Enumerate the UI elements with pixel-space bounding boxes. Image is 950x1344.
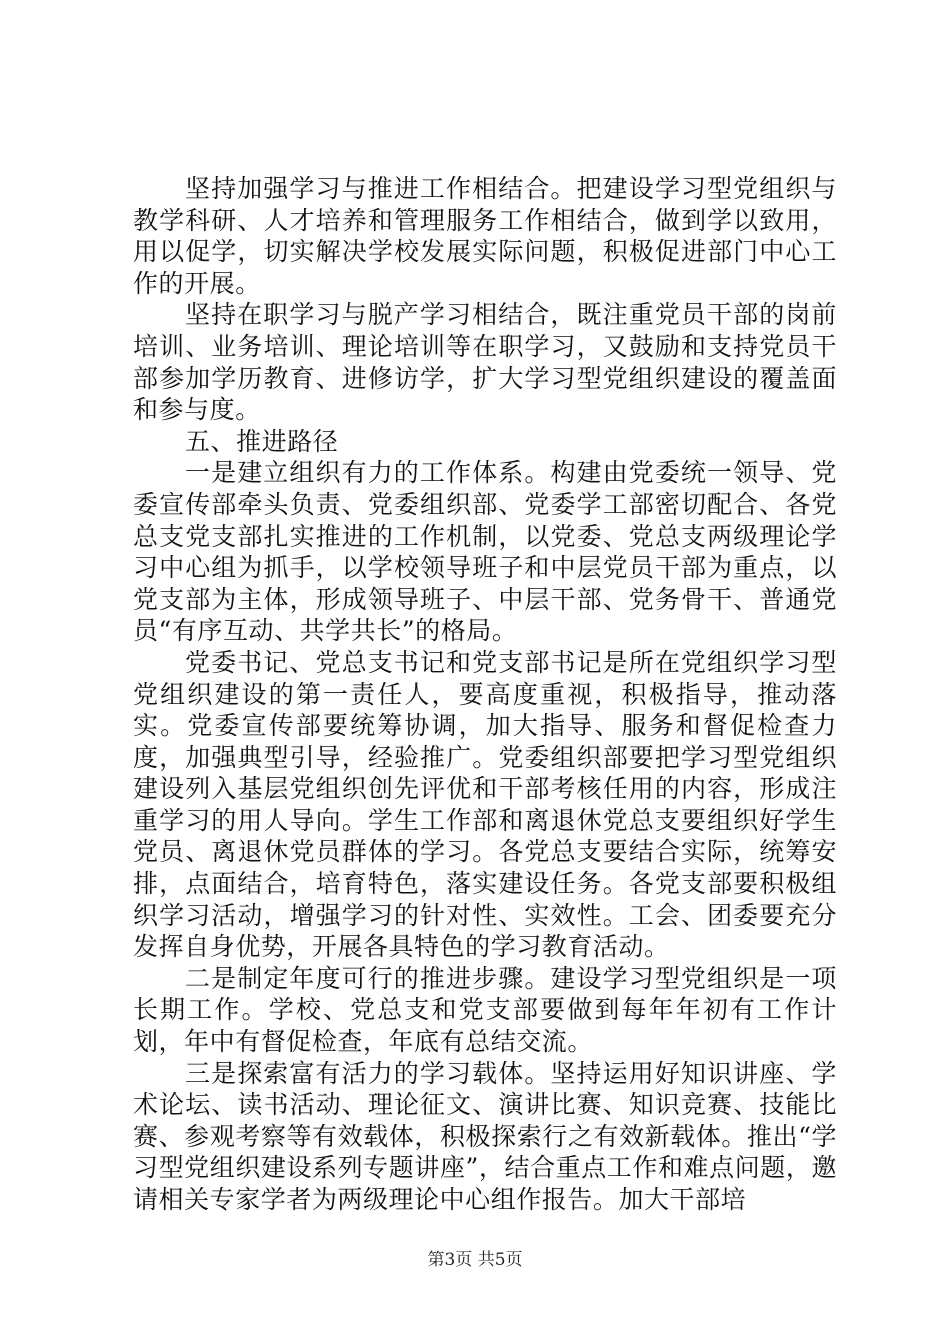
document-body xyxy=(133,173,837,1216)
paragraph-annual-steps: 二是制定年度可行的推进步骤。建设学习型党组织是一项长期工作。学校、党总支和党支部要做到每年年初有工作计划，年中有督促检查，年底有总结交流。 xyxy=(133,963,837,1057)
paragraph-study-work: 坚持加强学习与推进工作相结合。把建设学习型党组织与教学科研、人才培养和管理服务工作相结合，做到学以致用，用以促学，切实解决学校发展实际问题，积极促进部门中心工作的开展。 xyxy=(133,174,837,298)
paragraph-work-system: 一是建立组织有力的工作体系。构建由党委统一领导、党委宣传部牵头负责、党委组织部、党委学工部密切配合、各党总支党支部扎实推进的工作机制，以党委、党总支两级理论学习中心组为抓手，以学校领导班子和中层党员干部为重点，以党支部为主体，形成领导班子、中层干部、党务骨干、普通党员“有序互动、共学共长”的格局。 xyxy=(133,458,837,646)
paragraph-study-carriers: 三是探索富有活力的学习载体。坚持运用好知识讲座、学术论坛、读书活动、理论征文、演讲比赛、知识竞赛、技能比赛、参观考察等有效载体，积极探索行之有效新载体。推出“学习型党组织建设系列专题讲座”，结合重点工作和难点问题，邀请相关专家学者为两级理论中心组作报告。加大干部培 xyxy=(133,1058,837,1214)
paragraph-responsibility: 党委书记、党总支书记和党支部书记是所在党组织学习型党组织建设的第一责任人，要高度重视，积极指导，推动落实。党委宣传部要统筹协调，加大指导、服务和督促检查力度，加强典型引导，经验推广。党委组织部要把学习型党组织建设列入基层党组织创先评优和干部考核任用的内容，形成注重学习的用人导向。学生工作部和离退休党总支要组织好学生党员、离退休党员群体的学习。各党总支要结合实际，统筹安排，点面结合，培育特色，落实建设任务。各党支部要积极组织学习活动，增强学习的针对性、实效性。工会、团委要充分发挥自身优势，开展各具特色的学习教育活动。 xyxy=(133,647,837,962)
paragraph-onjob-offjob: 坚持在职学习与脱产学习相结合，既注重党员干部的岗前培训、业务培训、理论培训等在职学习，又鼓励和支持党员干部参加学历教育、进修访学，扩大学习型党组织建设的覆盖面和参与度。 xyxy=(133,300,837,425)
page-number-footer: 第3页 共5页 xyxy=(427,1250,523,1270)
section-heading: 五、推进路径 xyxy=(185,426,339,456)
